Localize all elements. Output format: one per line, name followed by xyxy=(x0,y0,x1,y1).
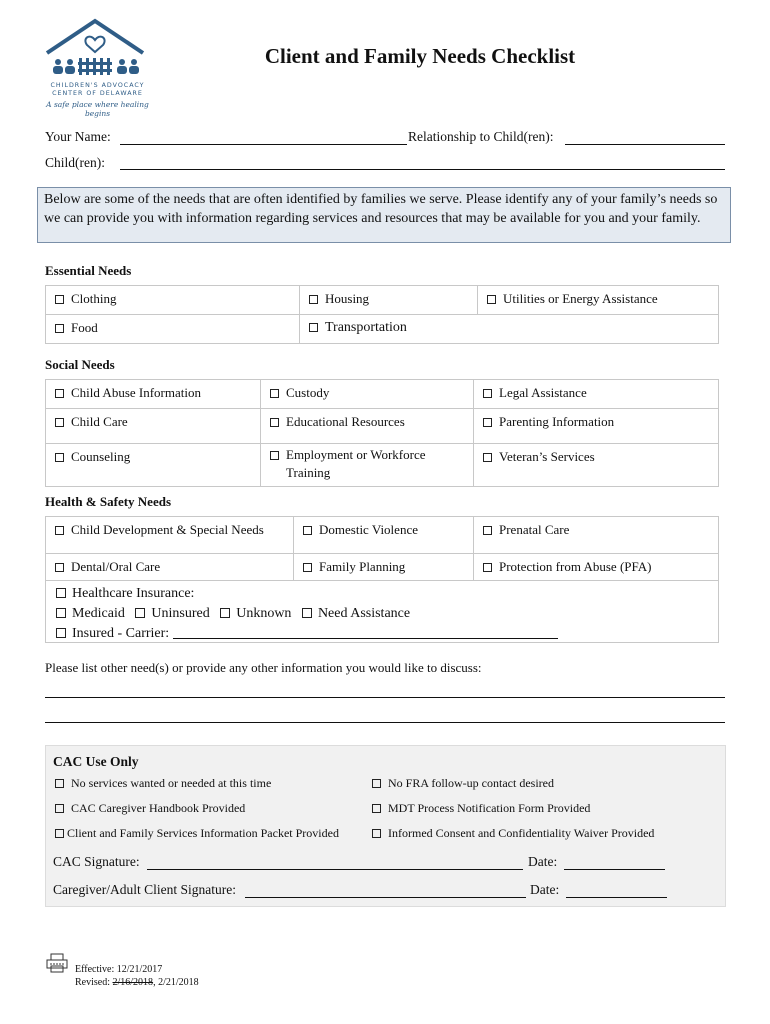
option-label: Food xyxy=(71,320,98,335)
org-name-line1: CHILDREN'S ADVOCACY xyxy=(50,82,145,89)
checkbox-icon xyxy=(55,829,64,838)
other-needs-prompt: Please list other need(s) or provide any other information you would like to discuss: xyxy=(45,660,482,675)
option-label: No services wanted or needed at this time xyxy=(71,776,272,790)
checkbox-icon xyxy=(309,323,318,332)
footer-dates xyxy=(75,963,199,989)
option-label: Child Development & Special Needs xyxy=(71,522,264,537)
checkbox-prenatal-care[interactable] xyxy=(474,517,719,554)
org-tagline: A safe place where healing begins xyxy=(46,100,149,118)
option-label: Informed Consent and Confidentiality Waiver Provided xyxy=(388,826,655,840)
option-label: MDT Process Notification Form Provided xyxy=(388,801,591,815)
caregiver-signature-label: Caregiver/Adult Client Signature: xyxy=(53,882,236,897)
essential-needs-heading: Essential Needs xyxy=(45,263,132,278)
checkbox-medicaid[interactable] xyxy=(56,606,125,621)
checkbox-food[interactable] xyxy=(46,315,300,344)
option-label: Veteran’s Services xyxy=(499,449,595,464)
revised-struck-date: 2/16/2018 xyxy=(112,977,154,988)
checkbox-child-abuse-info[interactable] xyxy=(46,380,261,409)
checkbox-unknown[interactable] xyxy=(220,606,291,621)
cac-use-only-heading: CAC Use Only xyxy=(53,754,139,769)
checkbox-info-packet[interactable] xyxy=(55,826,339,841)
checkbox-custody[interactable] xyxy=(261,380,474,409)
checkbox-family-planning[interactable] xyxy=(294,554,474,581)
checkbox-icon xyxy=(55,295,64,304)
health-safety-heading: Health & Safety Needs xyxy=(45,494,172,509)
checkbox-icon xyxy=(55,526,64,535)
option-label: Uninsured xyxy=(151,606,210,621)
caregiver-date-field[interactable] xyxy=(566,897,667,898)
option-label: Clothing xyxy=(71,291,117,306)
essential-needs-table xyxy=(45,285,719,344)
checkbox-icon xyxy=(483,563,492,572)
checkbox-dental-care[interactable] xyxy=(46,554,294,581)
checkbox-icon xyxy=(55,418,64,427)
checkbox-icon xyxy=(56,628,66,638)
option-label: No FRA follow-up contact desired xyxy=(388,776,554,790)
checkbox-utilities[interactable] xyxy=(478,286,719,315)
checkbox-caregiver-handbook[interactable] xyxy=(55,801,245,816)
checkbox-no-fra[interactable] xyxy=(372,776,554,791)
checkbox-icon xyxy=(56,608,66,618)
cac-date-field[interactable] xyxy=(564,869,665,870)
option-label: Insured - Carrier: xyxy=(72,626,170,641)
relationship-field[interactable] xyxy=(565,144,725,145)
option-label: Parenting Information xyxy=(499,414,615,429)
other-needs-line-2[interactable] xyxy=(45,722,725,723)
cac-date-label: Date: xyxy=(528,854,558,869)
caregiver-date-label: Date: xyxy=(530,882,560,897)
checkbox-uninsured[interactable] xyxy=(135,606,209,621)
checkbox-employment[interactable] xyxy=(261,444,474,487)
checkbox-icon xyxy=(372,829,381,838)
cac-signature-field[interactable] xyxy=(147,869,523,870)
social-needs-heading: Social Needs xyxy=(45,357,115,372)
effective-date: Effective: 12/21/2017 xyxy=(75,964,163,975)
checkbox-pfa[interactable] xyxy=(474,554,719,581)
other-needs-line-1[interactable] xyxy=(45,697,725,698)
checkbox-no-services[interactable] xyxy=(55,776,271,791)
checkbox-icon xyxy=(270,451,279,460)
option-label: Domestic Violence xyxy=(319,522,418,537)
checkbox-counseling[interactable] xyxy=(46,444,261,487)
checkbox-need-assistance[interactable] xyxy=(302,606,410,621)
cac-signature-label: CAC Signature: xyxy=(53,854,140,869)
cac-use-only-box xyxy=(45,745,726,907)
option-label: Protection from Abuse (PFA) xyxy=(499,559,652,574)
checkbox-icon xyxy=(309,295,318,304)
your-name-field[interactable] xyxy=(120,144,407,145)
checkbox-domestic-violence[interactable] xyxy=(294,517,474,554)
revised-current-date: , 2/21/2018 xyxy=(153,977,199,988)
checkbox-icon xyxy=(55,453,64,462)
checkbox-icon xyxy=(55,389,64,398)
checkbox-icon xyxy=(483,526,492,535)
checkbox-icon xyxy=(135,608,145,618)
checkbox-icon xyxy=(483,418,492,427)
option-label: Counseling xyxy=(71,449,131,464)
checkbox-legal-assistance[interactable] xyxy=(474,380,719,409)
checkbox-icon xyxy=(55,563,64,572)
option-label: Healthcare Insurance: xyxy=(72,586,195,601)
option-label: Prenatal Care xyxy=(499,522,570,537)
checkbox-icon xyxy=(55,804,64,813)
checkbox-healthcare-insurance[interactable] xyxy=(56,584,708,604)
checkbox-icon xyxy=(487,295,496,304)
option-label: Employment or Workforce xyxy=(286,447,426,462)
checkbox-icon xyxy=(270,418,279,427)
checkbox-icon xyxy=(303,563,312,572)
checkbox-icon xyxy=(303,526,312,535)
checkbox-mdt-notification[interactable] xyxy=(372,801,590,816)
social-needs-table xyxy=(45,379,719,487)
insurance-box xyxy=(45,580,719,643)
checkbox-educational-resources[interactable] xyxy=(261,409,474,444)
checkbox-informed-consent[interactable] xyxy=(372,826,654,841)
option-label: Unknown xyxy=(236,606,292,621)
option-label: Need Assistance xyxy=(317,606,411,621)
revised-date xyxy=(75,976,199,989)
caregiver-signature-field[interactable] xyxy=(245,897,526,898)
checkbox-icon xyxy=(270,389,279,398)
printer-icon xyxy=(44,953,70,978)
cac-logo xyxy=(40,18,155,118)
option-label: CAC Caregiver Handbook Provided xyxy=(71,801,246,815)
option-label: Family Planning xyxy=(319,559,406,574)
option-label: Educational Resources xyxy=(286,414,405,429)
checkbox-icon xyxy=(220,608,230,618)
your-name-label: Your Name: xyxy=(45,129,111,144)
option-label: Custody xyxy=(286,385,330,400)
checkbox-icon xyxy=(372,779,381,788)
option-label: Client and Family Services Information Packet Provided xyxy=(67,826,339,840)
option-label: Child Care xyxy=(71,414,128,429)
checkbox-clothing[interactable] xyxy=(46,286,300,315)
org-name-line2: CENTER OF DELAWARE xyxy=(52,90,143,97)
option-label: Utilities or Energy Assistance xyxy=(503,291,658,306)
carrier-field[interactable] xyxy=(173,626,558,639)
relationship-label: Relationship to Child(ren): xyxy=(408,129,554,144)
children-label: Child(ren): xyxy=(45,155,105,170)
checkbox-insured[interactable] xyxy=(56,624,708,644)
option-label: Transportation xyxy=(325,320,407,335)
option-label: Dental/Oral Care xyxy=(71,559,161,574)
option-label: Housing xyxy=(325,291,370,306)
children-field[interactable] xyxy=(120,169,725,170)
option-label: Child Abuse Information xyxy=(71,385,201,400)
checkbox-parenting-info[interactable] xyxy=(474,409,719,444)
option-label: Medicaid xyxy=(72,606,125,621)
checkbox-icon xyxy=(483,389,492,398)
revised-prefix: Revised: xyxy=(75,977,113,988)
health-safety-table xyxy=(45,516,719,581)
intro-box: Below are some of the needs that are often identified by families we serve. Please identify any of your family’s needs so we can provide you with information regarding services and resources that may be available for you and your family. xyxy=(37,187,731,243)
checkbox-icon xyxy=(302,608,312,618)
checkbox-icon xyxy=(56,588,66,598)
checkbox-icon xyxy=(55,324,64,333)
checkbox-icon xyxy=(483,453,492,462)
checkbox-icon xyxy=(55,779,64,788)
checkbox-child-development[interactable] xyxy=(46,517,294,554)
checkbox-transportation[interactable] xyxy=(300,315,719,344)
option-label: Legal Assistance xyxy=(499,385,587,400)
checkbox-housing[interactable] xyxy=(300,286,478,315)
checkbox-veterans-services[interactable] xyxy=(474,444,719,487)
checkbox-icon xyxy=(372,804,381,813)
option-label-continued: Training xyxy=(286,465,331,480)
page-title: Client and Family Needs Checklist xyxy=(264,44,576,68)
checkbox-child-care[interactable] xyxy=(46,409,261,444)
